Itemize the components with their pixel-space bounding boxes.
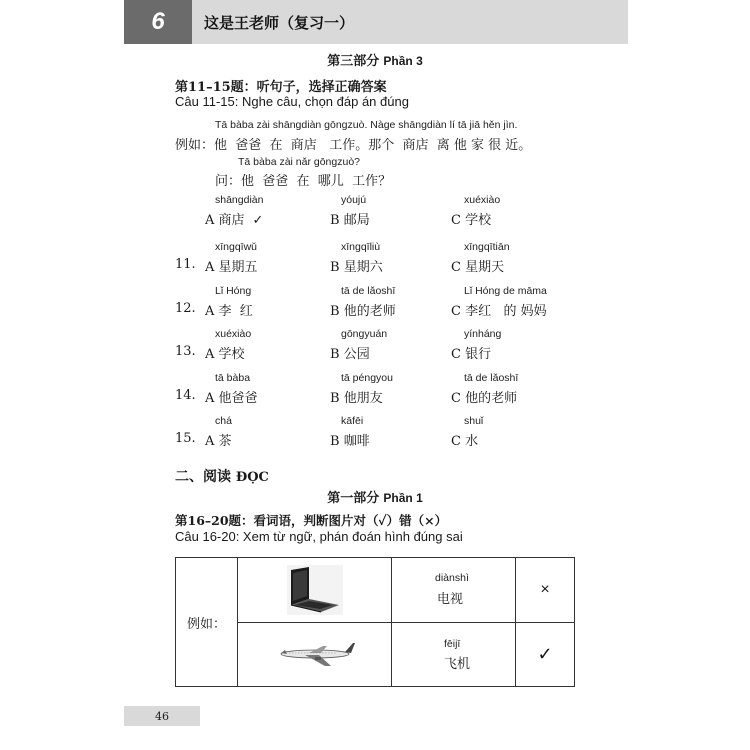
option-letter: C (451, 347, 461, 362)
option-han: 公园 (343, 347, 370, 362)
part1-heading-cn: 第一部分 (327, 491, 380, 506)
question-14-option (205, 387, 258, 406)
option-letter: A (205, 434, 215, 449)
question-11-option (205, 256, 258, 275)
instruction-cn-11-15: 第11–15题：听句子，选择正确答案 (175, 80, 387, 95)
option-letter: C (451, 304, 461, 319)
part-heading-3 (0, 50, 750, 69)
question-14-option (451, 387, 517, 406)
option-letter: B (330, 434, 340, 449)
check-mark: ✓ (537, 644, 553, 664)
option-letter: C (451, 260, 461, 275)
lesson-title: 这是王老师（复习一） (204, 13, 355, 32)
question-11-option-pinyin: xīngqīwǔ (215, 241, 258, 253)
example-option (330, 209, 370, 228)
question-11-number: 11. (175, 257, 196, 272)
part-heading-cn: 第三部分 (327, 54, 380, 69)
option-han: 银行 (465, 347, 492, 362)
question-15-option (205, 430, 232, 449)
lesson-number: 6 (151, 8, 165, 35)
table-row-1-word-cell (391, 557, 516, 623)
instruction-cn-16-20: 第16–20题：看词语，判断图片对（✓）错（×） (175, 513, 448, 528)
question-13-number: 13. (175, 344, 196, 359)
example-han-2: 他 爸爸 在 哪儿 工作？ (241, 174, 392, 189)
airplane-image (275, 640, 355, 670)
question-11-option (451, 256, 504, 275)
example-option-pinyin: shāngdiàn (215, 194, 264, 206)
question-15-number: 15. (175, 431, 196, 446)
example-sentence (175, 134, 531, 153)
option-han: 他的老师 (465, 391, 518, 406)
question-12-option (330, 300, 396, 319)
option-letter: C (451, 213, 461, 228)
question-12-option (451, 300, 547, 319)
reading-example-table (175, 557, 575, 687)
question-15-option-pinyin: shuǐ (464, 415, 484, 427)
question-11-option (330, 256, 383, 275)
question-label: 问： (215, 174, 242, 189)
option-han: 星期六 (343, 260, 383, 275)
page-number: 46 (155, 709, 169, 723)
question-13-option-pinyin: yínháng (464, 328, 502, 340)
question-13-option-pinyin: xuéxiào (215, 328, 252, 340)
question-14-option-pinyin: tā de lǎoshī (464, 372, 519, 384)
row-1-han: 电视 (437, 592, 464, 607)
question-11-option-pinyin: xīngqītiān (464, 241, 510, 253)
table-example-label: 例如： (186, 616, 226, 632)
question-13-option (330, 343, 370, 362)
part-heading-1 (0, 487, 750, 506)
cross-mark: × (540, 581, 550, 598)
table-row-2-mark-cell (515, 622, 575, 687)
option-letter: A (205, 260, 215, 275)
option-letter: C (451, 391, 461, 406)
example-pinyin-1: Tā bàba zài shāngdiàn gōngzuò. Nàge shāngdiàn lí tā jiā hěn jìn. (215, 119, 518, 131)
question-15-option (330, 430, 370, 449)
part1-heading-vn: Phần 1 (383, 491, 423, 505)
question-12-number: 12. (175, 301, 196, 316)
instruction-vn-11-15: Câu 11-15: Nghe câu, chọn đáp án đúng (175, 94, 409, 109)
example-option-pinyin: yóujú (341, 194, 367, 206)
table-row-2-word-cell (391, 622, 516, 687)
question-12-option-pinyin: tā de lǎoshī (341, 285, 396, 297)
question-13-option (205, 343, 245, 362)
question-12-option (205, 300, 253, 319)
option-han: 邮局 (343, 213, 370, 228)
example-question (215, 170, 391, 189)
question-15-option-pinyin: kāfēi (341, 415, 364, 427)
option-letter: B (330, 213, 340, 228)
instruction-vn-16-20: Câu 16-20: Xem từ ngữ, phán đoán hình đúng sai (175, 529, 463, 544)
question-12-option-pinyin: Lǐ Hóng de māma (464, 285, 547, 297)
lesson-title-bar (192, 0, 628, 44)
option-han: 水 (465, 434, 479, 449)
example-label: 例如： (175, 138, 215, 153)
option-han: 咖啡 (343, 434, 370, 449)
section2-heading (175, 466, 269, 486)
correct-check-mark: ✓ (252, 213, 264, 228)
question-14-option-pinyin: tā péngyou (341, 372, 393, 384)
option-han: 商店 (218, 213, 245, 228)
table-row-1-image-cell (237, 557, 392, 623)
option-han: 茶 (218, 434, 232, 449)
option-han: 星期天 (465, 260, 505, 275)
option-han: 他的老师 (343, 304, 396, 319)
laptop-image (287, 565, 343, 615)
option-han: 星期五 (218, 260, 258, 275)
row-1-pinyin: diànshì (435, 572, 469, 584)
option-han: 李红 的 妈妈 (465, 304, 547, 319)
example-pinyin-2: Tā bàba zài nǎr gōngzuò? (238, 156, 361, 168)
question-14-option-pinyin: tā bàba (215, 372, 251, 384)
question-15-option-pinyin: chá (215, 415, 232, 427)
option-letter: A (205, 304, 215, 319)
part-heading-vn: Phần 3 (383, 54, 423, 68)
section2-heading-vn: ĐỌC (235, 470, 269, 485)
option-han: 李 红 (218, 304, 253, 319)
option-letter: B (330, 391, 340, 406)
lesson-number-badge (124, 0, 192, 44)
option-han: 他爸爸 (218, 391, 258, 406)
question-11-option-pinyin: xīngqīliù (341, 241, 381, 253)
option-han: 学校 (465, 213, 492, 228)
question-13-option (451, 343, 491, 362)
table-row-2-image-cell (237, 622, 392, 687)
question-14-option (330, 387, 383, 406)
option-letter: B (330, 304, 340, 319)
example-option (205, 209, 263, 228)
option-letter: B (330, 260, 340, 275)
option-han: 学校 (218, 347, 245, 362)
example-option-pinyin: xuéxiào (464, 194, 501, 206)
page-number-bar (124, 706, 200, 726)
table-row-1-mark-cell (515, 557, 575, 623)
question-15-option (451, 430, 478, 449)
table-label-cell (175, 557, 238, 687)
option-han: 他朋友 (343, 391, 383, 406)
row-2-han: 飞机 (444, 657, 471, 672)
option-letter: A (205, 347, 215, 362)
option-letter: A (205, 213, 215, 228)
row-2-pinyin: fēijī (444, 638, 461, 650)
option-letter: B (330, 347, 340, 362)
option-letter: A (205, 391, 215, 406)
example-option (451, 209, 491, 228)
question-14-number: 14. (175, 388, 196, 403)
question-12-option-pinyin: Lǐ Hóng (215, 285, 252, 297)
option-letter: C (451, 434, 461, 449)
section2-heading-cn: 二、阅读 (175, 469, 231, 485)
question-13-option-pinyin: gōngyuán (341, 328, 388, 340)
example-han-1: 他 爸爸 在 商店 工作。那个 商店 离 他 家 很 近。 (214, 138, 532, 153)
